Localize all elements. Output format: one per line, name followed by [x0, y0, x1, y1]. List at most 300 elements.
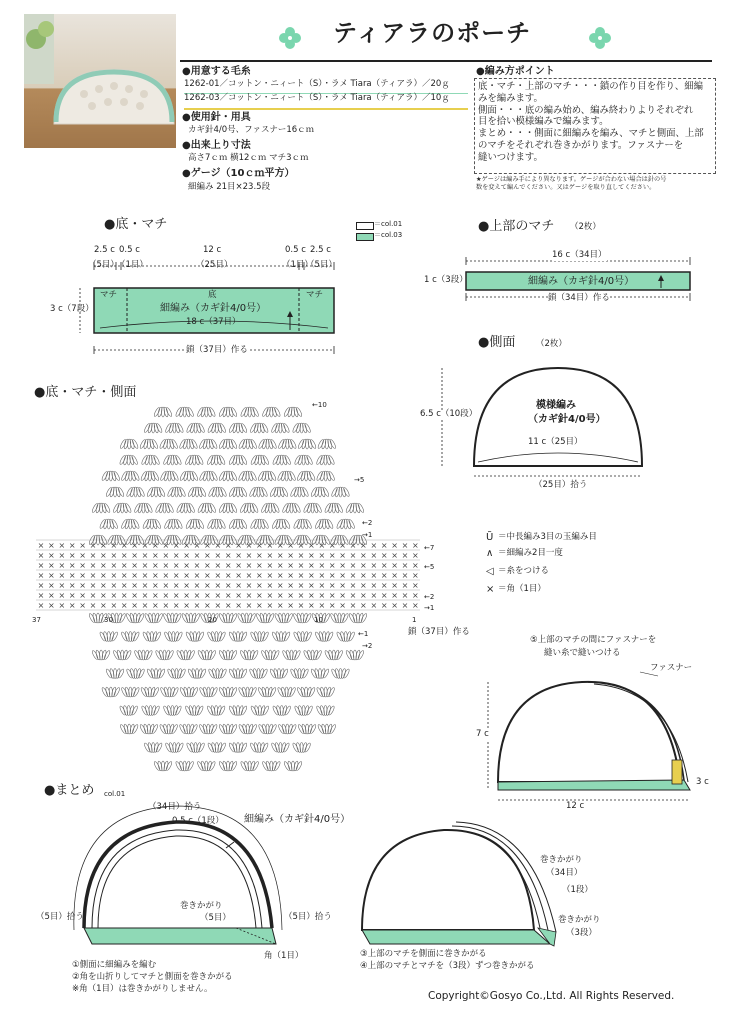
chart-sc-mark: × [162, 561, 170, 570]
chart-sc-mark: × [380, 591, 388, 600]
chart-sc-mark: × [120, 541, 128, 550]
finish-wrap-34-b: （34目） [546, 868, 583, 878]
chart-sc-mark: × [100, 591, 107, 600]
chart-sc-mark: × [339, 601, 346, 610]
bottom-rows-5: （5目） [306, 260, 337, 270]
chart-col-37: 37 [32, 616, 41, 624]
chart-sc-mark: × [256, 541, 263, 550]
top-gusset-title: ●上部のマチ [478, 219, 555, 234]
chart-sc-mark: × [58, 581, 66, 590]
chart-sc-mark: × [380, 551, 388, 560]
chart-row-5: →5 [354, 476, 365, 484]
chart-sc-mark: × [141, 581, 149, 590]
chart-sc-mark: × [89, 581, 97, 590]
chart-sc-mark: × [110, 561, 118, 570]
size-line: 高さ7ｃｍ 横12ｃｍ マチ3ｃｍ [188, 153, 309, 163]
chart-sc-mark: × [58, 541, 66, 550]
chart-sc-mark: × [287, 591, 294, 600]
chart-sc-mark: × [401, 561, 409, 570]
yarn-heading: ●用意する毛糸 [182, 66, 251, 77]
legend-col03: ＝col.03 [374, 231, 403, 239]
chart-sc-mark: × [68, 581, 76, 590]
side-stitch-1: 模様編み [536, 400, 576, 411]
bottom-height: 3 c（7段） [50, 304, 94, 314]
bottom-rows-3: （25目） [196, 260, 233, 270]
chart-sc-mark: × [235, 601, 242, 610]
chart-sc-mark: × [318, 591, 326, 600]
chart-sc-mark: × [214, 561, 222, 570]
legend-col01: ＝col.01 [374, 220, 403, 228]
chart-sc-mark: × [360, 601, 367, 610]
chart-sc-mark: × [131, 601, 138, 610]
chart-sc-mark: × [287, 581, 294, 590]
chart-base-1: →1 [424, 604, 435, 612]
chart-base-2: ←2 [424, 593, 435, 601]
chart-sc-mark: × [412, 551, 419, 560]
chart-sc-mark: × [287, 561, 294, 570]
bottom-stitch-label: 細編み（カギ針4/0号） [160, 303, 267, 314]
legend-puff: ＝中長編み3目の玉編み目 [498, 532, 597, 542]
chart-sc-mark: × [172, 581, 180, 590]
chart-sc-mark: × [162, 571, 170, 580]
chart-sc-mark: × [37, 541, 45, 550]
gauge-line: 細編み 21目×23.5段 [188, 182, 271, 192]
chart-sc-mark: × [380, 601, 388, 610]
top-gusset-width: 16 c（34目） [552, 250, 607, 260]
chart-sc-mark: × [349, 561, 357, 570]
points-line: まとめ・・・側面に細編みを編み、マチと側面、上部 [478, 128, 704, 140]
chart-sc-mark: × [214, 541, 222, 550]
chart-sc-mark: × [172, 591, 180, 600]
chart-sc-mark: × [297, 561, 305, 570]
chart-sc-mark: × [131, 571, 138, 580]
chart-sc-mark: × [89, 561, 97, 570]
points-line: 底・マチ・上部のマチ・・・鎖の作り目を作り、細編 [478, 81, 704, 92]
chart-sc-mark: × [266, 541, 274, 550]
chart-sc-mark: × [58, 571, 66, 580]
chart-sc-mark: × [214, 551, 222, 560]
footer-copyright: Copyright©Gosyo Co.,Ltd. All Rights Reserved. [428, 990, 675, 1002]
chart-sc-mark: × [391, 581, 398, 590]
join-yarn-icon: ◁ [486, 566, 494, 577]
chart-lower-1: ←1 [358, 630, 369, 638]
chart-sc-mark: × [79, 571, 86, 580]
chart-sc-mark: × [224, 541, 232, 550]
chart-sc-mark: × [162, 591, 170, 600]
chart-sc-mark: × [328, 571, 336, 580]
side-stitch-2: （カギ針4/0号） [528, 414, 606, 425]
chart-sc-mark: × [193, 581, 201, 590]
chart-sc-mark: × [256, 591, 263, 600]
chart-sc-mark: × [204, 541, 211, 550]
bottom-dim-1: 2.5 c [94, 245, 115, 255]
chart-sc-mark: × [360, 551, 367, 560]
decrease-icon: ∧ [486, 548, 494, 559]
chart-sc-mark: × [89, 591, 97, 600]
size-heading: ●出来上り寸法 [182, 140, 251, 151]
chart-sc-mark: × [391, 561, 398, 570]
chart-sc-mark: × [318, 601, 326, 610]
chart-sc-mark: × [318, 571, 326, 580]
chart-sc-mark: × [256, 581, 263, 590]
chart-sc-mark: × [58, 561, 66, 570]
chart-row-10: ←10 [312, 401, 327, 409]
chart-sc-mark: × [287, 571, 294, 580]
chart-sc-mark: × [214, 571, 222, 580]
chart-sc-mark: × [256, 551, 263, 560]
chart-sc-mark: × [131, 551, 138, 560]
chart-sc-mark: × [391, 551, 398, 560]
points-line: 目を拾い模様編みで編みます。 [478, 116, 609, 128]
chart-sc-mark: × [391, 601, 398, 610]
chart-sc-mark: × [183, 591, 190, 600]
points-heading: ●編み方ポイント [476, 66, 555, 77]
bottom-inner-width: 18 c（37目） [186, 317, 241, 327]
chart-sc-mark: × [162, 581, 170, 590]
chart-sc-mark: × [68, 591, 76, 600]
chart-sc-mark: × [183, 561, 190, 570]
chart-sc-mark: × [339, 561, 346, 570]
chart-sc-mark: × [172, 571, 180, 580]
chart-sc-mark: × [276, 561, 284, 570]
finish-corner: 角（1目） [264, 951, 304, 961]
puff-stitch-icon: Ũ [486, 532, 494, 543]
chart-sc-mark: × [120, 561, 128, 570]
chart-sc-mark: × [48, 581, 55, 590]
chart-sc-mark: × [100, 581, 107, 590]
chart-sc-mark: × [110, 571, 118, 580]
legend-corner: ＝角（1目） [498, 584, 546, 594]
chart-sc-mark: × [370, 591, 378, 600]
chart-sc-mark: × [58, 601, 66, 610]
chart-sc-mark: × [360, 561, 367, 570]
chart-sc-mark: × [276, 541, 284, 550]
chart-sc-mark: × [183, 571, 190, 580]
side-pick: （25目）拾う [534, 480, 588, 490]
top-gusset-chain: 鎖（34目）作る [548, 293, 610, 303]
chart-sc-mark: × [412, 601, 419, 610]
chart-sc-mark: × [370, 581, 378, 590]
chart-sc-mark: × [370, 571, 378, 580]
chart-sc-mark: × [349, 601, 357, 610]
finish-title: ●まとめ [44, 783, 95, 798]
chart-sc-mark: × [79, 561, 86, 570]
chart-sc-mark: × [183, 581, 190, 590]
chart-sc-mark: × [266, 561, 274, 570]
chart-sc-mark: × [339, 581, 346, 590]
chart-sc-mark: × [256, 561, 263, 570]
chart-sc-mark: × [391, 571, 398, 580]
chart-sc-mark: × [401, 541, 409, 550]
chart-sc-mark: × [401, 581, 409, 590]
chart-sc-mark: × [297, 571, 305, 580]
chart-sc-mark: × [391, 591, 398, 600]
chart-sc-mark: × [370, 561, 378, 570]
chart-sc-mark: × [48, 541, 55, 550]
chart-sc-mark: × [204, 551, 211, 560]
chart-sc-mark: × [183, 541, 190, 550]
chart-sc-mark: × [204, 601, 211, 610]
chart-sc-mark: × [245, 561, 253, 570]
finish-wrap-3-a: 巻きかがり [558, 915, 601, 925]
chart-sc-mark: × [224, 551, 232, 560]
chart-sc-mark: × [37, 581, 45, 590]
chart-sc-mark: × [276, 571, 284, 580]
chart-sc-mark: × [120, 581, 128, 590]
chart-sc-mark: × [266, 601, 274, 610]
chart-sc-mark: × [360, 541, 367, 550]
chart-sc-mark: × [308, 601, 315, 610]
chart-sc-mark: × [339, 541, 346, 550]
chart-sc-mark: × [152, 571, 159, 580]
chart-sc-mark: × [339, 591, 346, 600]
chart-sc-mark: × [152, 541, 159, 550]
chart-sc-mark: × [412, 571, 419, 580]
chart-sc-mark: × [79, 581, 86, 590]
chart-sc-mark: × [370, 601, 378, 610]
finish-wrap-34-a: 巻きかがり [540, 855, 583, 865]
chart-sc-mark: × [68, 561, 76, 570]
chart-sc-mark: × [131, 561, 138, 570]
chart-sc-mark: × [131, 541, 138, 550]
chart-sc-mark: × [89, 541, 97, 550]
bottom-gusset-title: ●底・マチ [104, 217, 168, 232]
finish-step-3: ※角（1目）は巻きかがりしません。 [72, 984, 213, 994]
finish-wrap-5-a: 巻きかがり [180, 901, 223, 911]
chart-sc-mark: × [193, 551, 201, 560]
chart-sc-mark: × [68, 551, 76, 560]
chart-sc-mark: × [287, 541, 294, 550]
chart-title: ●底・マチ・側面 [34, 385, 137, 400]
chart-sc-mark: × [328, 541, 336, 550]
finish-left-pick: （5目）拾う [36, 912, 84, 922]
chart-sc-mark: × [297, 541, 305, 550]
chart-sc-mark: × [172, 601, 180, 610]
chart-sc-mark: × [349, 591, 357, 600]
finish-stitch: 細編み（カギ針4/0号） [244, 814, 351, 825]
chart-sc-mark: × [79, 591, 86, 600]
chart-sc-mark: × [162, 541, 170, 550]
bottom-chain: 鎖（37目）作る [186, 345, 248, 355]
yarn-line-2: 1262-03／コットン・ニィート（S）・ラメ Tiara（ティアラ）／10ｇ [184, 93, 450, 103]
chart-sc-mark: × [79, 551, 86, 560]
gauge-note-2: 数を変えて編んでください。又はゲージを取り直してください。 [476, 184, 656, 191]
chart-sc-mark: × [380, 571, 388, 580]
chart-sc-mark: × [214, 591, 222, 600]
chart-sc-mark: × [308, 551, 315, 560]
chart-sc-mark: × [370, 541, 378, 550]
chart-sc-mark: × [235, 551, 242, 560]
chart-sc-mark: × [276, 591, 284, 600]
finish-step-4: ③上部のマチを側面に巻きかがる [360, 949, 487, 959]
chart-sc-mark: × [266, 581, 274, 590]
chart-sc-mark: × [100, 561, 107, 570]
chart-sc-mark: × [152, 591, 159, 600]
chart-sc-mark: × [204, 581, 211, 590]
chart-sc-mark: × [100, 551, 107, 560]
side-height: 6.5 c（10段） [420, 409, 478, 419]
chart-sc-mark: × [204, 561, 211, 570]
chart-sc-mark: × [412, 561, 419, 570]
side-count: （2枚） [536, 339, 567, 349]
points-line: みを編みます。 [478, 92, 543, 104]
chart-sc-mark: × [391, 541, 398, 550]
chart-lower-2: →2 [362, 642, 373, 650]
finish-step-1: ①側面に細編みを編む [72, 960, 157, 970]
chart-row-1: →1 [362, 531, 373, 539]
chart-sc-mark: × [297, 581, 305, 590]
chart-sc-mark: × [120, 591, 128, 600]
chart-sc-mark: × [152, 551, 159, 560]
chart-sc-mark: × [120, 601, 128, 610]
chart-sc-mark: × [318, 561, 326, 570]
chart-sc-mark: × [276, 601, 284, 610]
finish-step-5: ④上部のマチとマチを（3段）ずつ巻きかがる [360, 961, 535, 971]
chart-sc-mark: × [193, 541, 201, 550]
chart-sc-mark: × [89, 571, 97, 580]
chart-sc-mark: × [131, 591, 138, 600]
chart-sc-mark: × [224, 561, 232, 570]
chart-sc-mark: × [37, 571, 45, 580]
chart-sc-mark: × [89, 601, 97, 610]
chart-sc-mark: × [224, 581, 232, 590]
chart-sc-mark: × [100, 541, 107, 550]
chart-sc-mark: × [235, 591, 242, 600]
chart-sc-mark: × [245, 601, 253, 610]
chart-col-20: 20 [208, 616, 217, 624]
chart-sc-mark: × [162, 601, 170, 610]
chart-sc-mark: × [380, 541, 388, 550]
chart-base-7: ←7 [424, 544, 435, 552]
chart-sc-mark: × [245, 551, 253, 560]
chart-sc-mark: × [401, 591, 409, 600]
chart-sc-mark: × [141, 551, 149, 560]
chart-sc-mark: × [120, 551, 128, 560]
yarn-line-1: 1262-01／コットン・ニィート（S）・ラメ Tiara（ティアラ）／20ｇ [184, 79, 450, 89]
chart-col-1: 1 [412, 616, 417, 624]
chart-sc-mark: × [318, 551, 326, 560]
chart-sc-mark: × [79, 541, 86, 550]
chart-sc-mark: × [266, 591, 274, 600]
zipper-note-2: 縫い糸で縫いつける [544, 648, 621, 658]
gauge-note-1: ★ゲージは編み手により異なります。ゲージが合わない場合は針の号 [476, 176, 667, 183]
finish-05c: 0.5 c（1段） [172, 816, 224, 826]
chart-sc-mark: × [349, 551, 357, 560]
finish-step-2: ②角を山折りしてマチと側面を巻きかがる [72, 972, 233, 982]
points-line: 縫いつけます。 [478, 151, 543, 163]
bottom-dim-2: 0.5 c [119, 245, 140, 255]
gauge-heading: ●ゲージ（10ｃｍ平方） [182, 168, 295, 179]
bottom-dim-3: 12 c [203, 245, 222, 255]
chart-col-10: 10 [314, 616, 323, 624]
chart-col-30: 30 [104, 616, 113, 624]
legend-decrease: ＝細編み2目一度 [498, 548, 563, 558]
points-line: 側面・・・底の編み始め、編み終わりよりそれぞれ [478, 104, 694, 116]
chart-sc-mark: × [193, 601, 201, 610]
chart-sc-mark: × [152, 561, 159, 570]
chart-sc-mark: × [172, 551, 180, 560]
chart-sc-mark: × [183, 601, 190, 610]
chart-sc-mark: × [308, 571, 315, 580]
chart-sc-mark: × [214, 601, 222, 610]
chart-sc-mark: × [318, 581, 326, 590]
chart-sc-mark: × [245, 541, 253, 550]
bottom-rows-4: （1目） [282, 260, 313, 270]
top-gusset-stitch: 細編み（カギ針4/0号） [528, 276, 635, 287]
chart-sc-mark: × [297, 591, 305, 600]
chart-sc-mark: × [152, 581, 159, 590]
chart-sc-mark: × [256, 601, 263, 610]
chart-sc-mark: × [58, 551, 66, 560]
chart-sc-mark: × [245, 581, 253, 590]
chart-sc-mark: × [328, 591, 336, 600]
zipper-depth: 3 c [696, 777, 709, 787]
side-title: ●側面 [478, 335, 516, 350]
chart-sc-mark: × [308, 591, 315, 600]
chart-sc-mark: × [276, 581, 284, 590]
top-gusset-count: （2枚） [570, 222, 601, 232]
chart-sc-mark: × [100, 601, 107, 610]
chart-sc-mark: × [37, 601, 45, 610]
chart-row-2: ←2 [362, 519, 373, 527]
chart-sc-mark: × [360, 581, 367, 590]
chart-sc-mark: × [308, 561, 315, 570]
chart-sc-mark: × [339, 571, 346, 580]
chart-sc-mark: × [110, 601, 118, 610]
chart-sc-mark: × [328, 551, 336, 560]
chart-sc-mark: × [412, 541, 419, 550]
chart-sc-mark: × [308, 541, 315, 550]
chart-sc-mark: × [308, 581, 315, 590]
chart-sc-mark: × [224, 571, 232, 580]
chart-sc-mark: × [370, 551, 378, 560]
chart-sc-mark: × [256, 571, 263, 580]
chart-sc-mark: × [349, 581, 357, 590]
chart-sc-mark: × [412, 581, 419, 590]
chart-chain: 鎖（37目）作る [408, 627, 470, 637]
chart-sc-mark: × [89, 551, 97, 560]
bottom-dim-5: 2.5 c [310, 245, 331, 255]
chart-sc-mark: × [204, 591, 211, 600]
chart-sc-mark: × [401, 571, 409, 580]
page-title: ティアラのポーチ [333, 19, 532, 47]
bottom-rows-2: （1目） [117, 260, 148, 270]
chart-sc-mark: × [214, 581, 222, 590]
zipper-height: 7 c [476, 729, 489, 739]
chart-sc-mark: × [110, 551, 118, 560]
chart-sc-mark: × [235, 541, 242, 550]
chart-sc-mark: × [193, 571, 201, 580]
chart-sc-mark: × [245, 571, 253, 580]
chart-sc-mark: × [193, 591, 201, 600]
chart-sc-mark: × [266, 551, 274, 560]
chart-sc-mark: × [245, 591, 253, 600]
chart-sc-mark: × [235, 571, 242, 580]
chart-sc-mark: × [141, 601, 149, 610]
tools-line: カギ針4/0号、ファスナー16ｃｍ [188, 125, 315, 135]
finish-wrap-5-b: （5目） [200, 913, 231, 923]
left-machi-label: マチ [100, 290, 118, 300]
chart-sc-mark: × [204, 571, 211, 580]
chart-sc-mark: × [328, 601, 336, 610]
chart-sc-mark: × [48, 561, 55, 570]
bottom-center-label: 底 [208, 290, 217, 300]
tools-heading: ●使用針・用具 [182, 112, 251, 123]
chart-sc-mark: × [339, 551, 346, 560]
chart-sc-mark: × [380, 581, 388, 590]
chart-sc-mark: × [48, 551, 55, 560]
zipper-width: 12 c [566, 801, 585, 811]
